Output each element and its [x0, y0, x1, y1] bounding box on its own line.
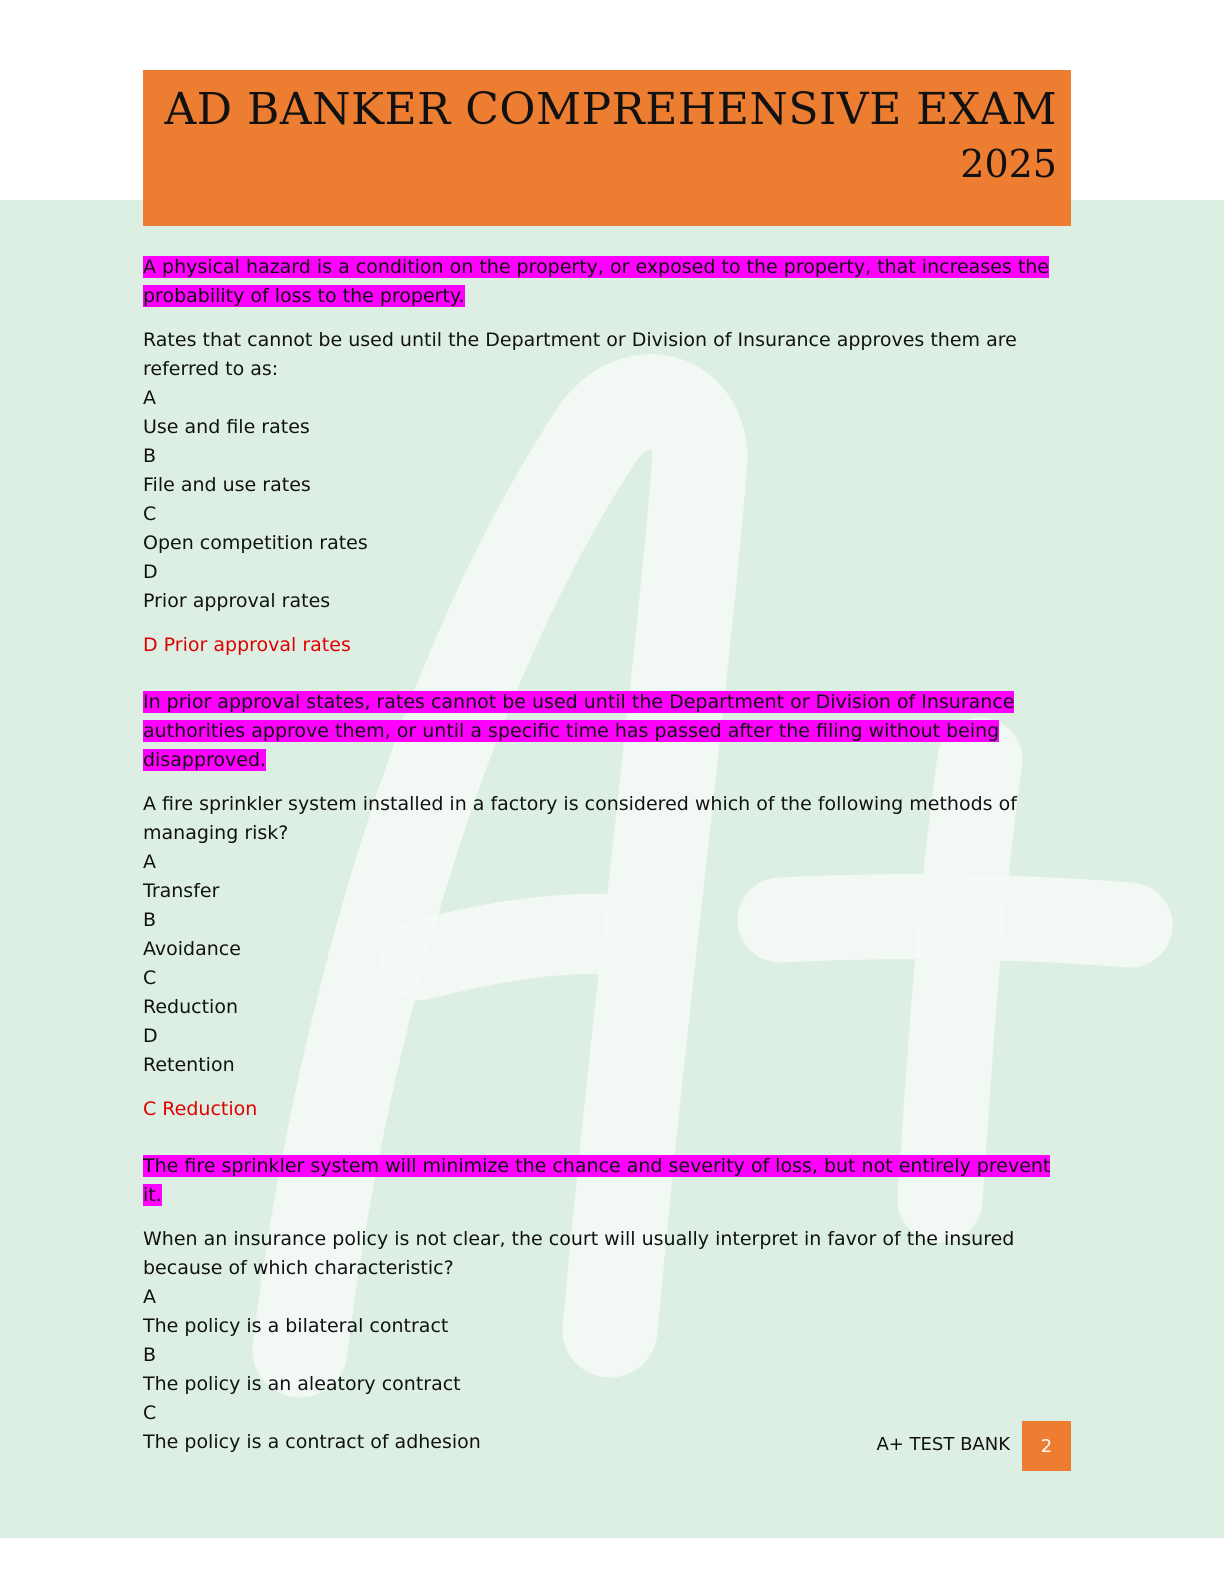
- explanation: The fire sprinkler system will minimize the chance and severity of loss, but not entirely prevent it.: [143, 1155, 1051, 1206]
- explanation: A physical hazard is a condition on the property, or exposed to the property, that increases the probability of loss to the property.: [143, 256, 1049, 307]
- option-text: Prior approval rates: [143, 590, 331, 612]
- explanation: In prior approval states, rates cannot be used until the Department or Division of Insurance authorities approve them, or until a specific time has passed after the filing without being disapproved.: [143, 691, 1015, 771]
- option-text: File and use rates: [143, 474, 311, 496]
- option-text: Avoidance: [143, 938, 241, 960]
- option-letter: B: [143, 909, 157, 931]
- question-text: When an insurance policy is not clear, the court will usually interpret in favor of the insured because of which characteristic?: [143, 1228, 1015, 1279]
- option-text: The policy is a contract of adhesion: [143, 1431, 481, 1453]
- option-letter: A: [143, 1286, 156, 1308]
- option-text: Retention: [143, 1054, 235, 1076]
- option-letter: D: [143, 561, 158, 583]
- option-letter: C: [143, 503, 157, 525]
- option-text: Transfer: [143, 880, 220, 902]
- page-number: 2: [1022, 1421, 1071, 1471]
- exam-header: [143, 70, 1071, 226]
- exam-year: 2025: [960, 142, 1057, 186]
- option-text: The policy is a bilateral contract: [143, 1315, 449, 1337]
- exam-title: AD BANKER COMPREHENSIVE EXAM: [164, 84, 1057, 135]
- option-letter: D: [143, 1025, 158, 1047]
- question-text: Rates that cannot be used until the Department or Division of Insurance approves them are referred to as:: [143, 329, 1017, 380]
- option-text: The policy is an aleatory contract: [143, 1373, 461, 1395]
- footer-label: A+ TEST BANK: [876, 1434, 1010, 1455]
- correct-answer: D Prior approval rates: [143, 634, 351, 656]
- option-letter: B: [143, 445, 157, 467]
- option-letter: A: [143, 851, 156, 873]
- option-text: Open competition rates: [143, 532, 368, 554]
- option-letter: A: [143, 387, 156, 409]
- question-text: A fire sprinkler system installed in a factory is considered which of the following methods of managing risk?: [143, 793, 1017, 844]
- question-content: [143, 253, 1071, 1457]
- option-text: Use and file rates: [143, 416, 310, 438]
- option-text: Reduction: [143, 996, 238, 1018]
- correct-answer: C Reduction: [143, 1098, 258, 1120]
- option-letter: C: [143, 967, 157, 989]
- option-letter: C: [143, 1402, 157, 1424]
- option-letter: B: [143, 1344, 157, 1366]
